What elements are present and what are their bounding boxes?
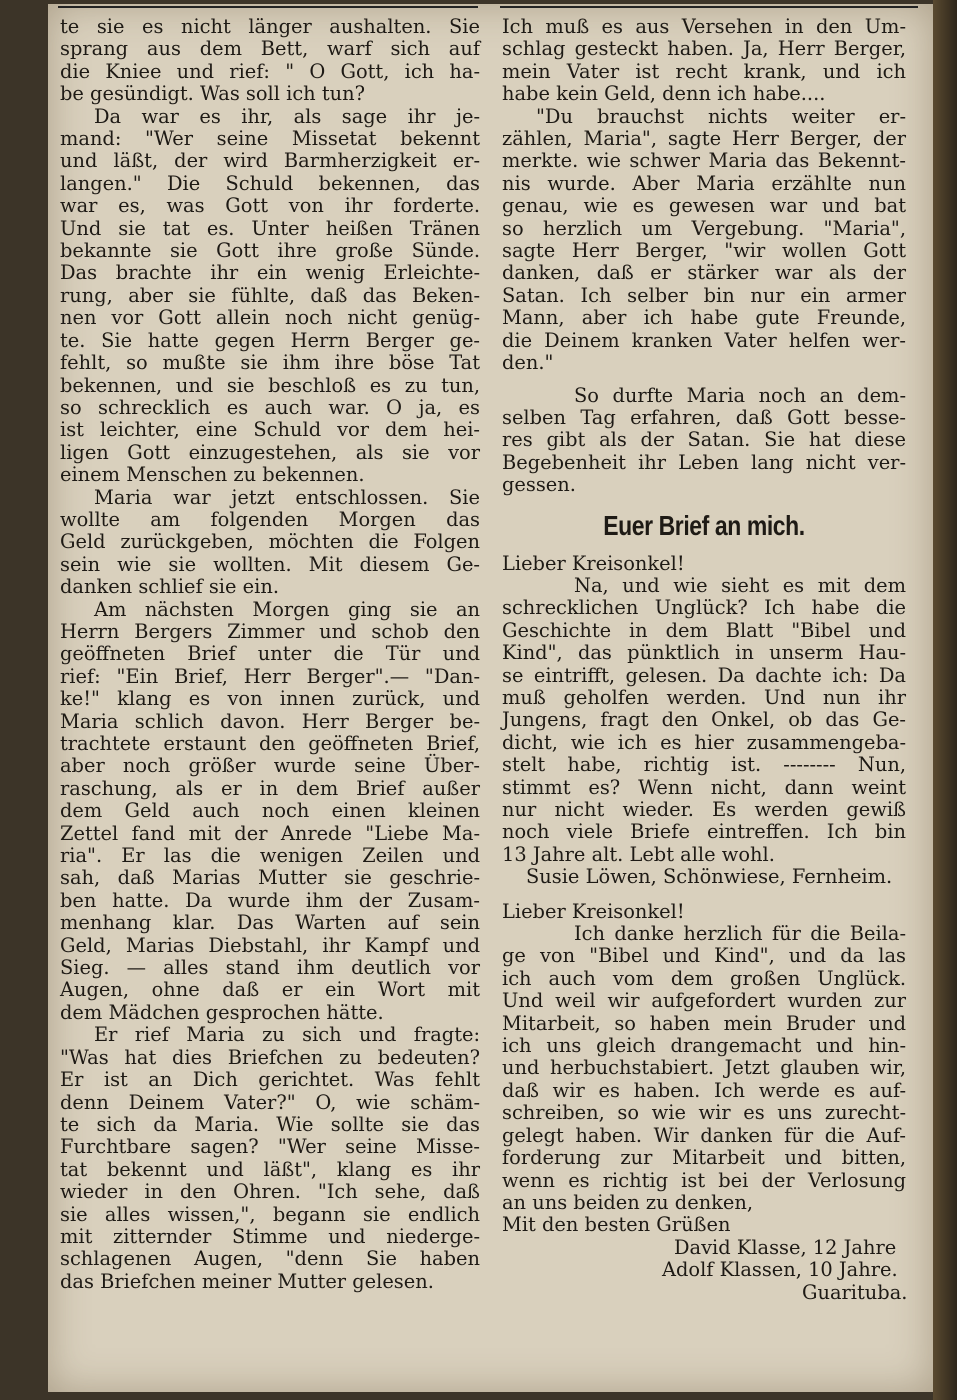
text-line: muß geholfen werden. Und nun ihr [502,685,906,709]
text-line: wenn es richtig ist bei der Verlosung [502,1168,906,1192]
text-line: die Deinem kranken Vater helfen wer- [502,328,906,352]
text-line: sein wie sie wollten. Mit diesem Ge- [60,552,480,576]
text-line: te. Sie hatte gegen Herrn Berger ge- [60,328,480,352]
text-line: den." [502,351,554,375]
top-rule-right [500,6,918,8]
text-line: sagte Herr Berger, "wir wollen Gott [502,239,906,263]
text-line: Er rief Maria zu sich und fragte: [94,1023,480,1047]
text-line: denn Deinem Vater?" O, wie schäm- [60,1090,480,1114]
text-line: dicht, wie ich es hier zusammengeba- [502,730,906,754]
text-line: so schrecklich es auch war. O ja, es [60,395,480,419]
letter-signature: David Klasse, 12 Jahre [674,1235,897,1259]
text-line: Ich muß es aus Versehen in den Um- [502,15,906,38]
text-line: Kind", das pünktlich in unserm Hau- [502,641,906,665]
text-line: und läßt, der wird Barmherzigkeit er- [60,149,480,173]
text-line: ligen Gott einzugestehen, als sie vor [60,440,480,464]
text-line: Maria war jetzt entschlossen. Sie [94,485,480,509]
text-line: Geschichte in dem Blatt "Bibel und [502,618,906,642]
text-line: se eintrifft, gelesen. Da dachte ich: Da [502,663,906,687]
text-line: raschung, als er in dem Brief außer [60,776,480,800]
text-line: an uns beiden zu denken, [502,1190,754,1214]
text-line: Mitarbeit, so haben mein Bruder und [502,1011,906,1035]
letter-closing: Mit den besten Grüßen [502,1213,731,1237]
text-line: aber noch größer wurde seine Über- [60,754,480,778]
text-line: Na, und wie sieht es mit dem [574,573,906,597]
letter-salutation: Lieber Kreisonkel! [502,551,685,575]
right-column [502,16,906,1304]
text-line: die Kniee und rief: " O Gott, ich ha- [60,59,480,83]
text-line: sprang aus dem Bett, warf sich auf [60,37,480,61]
text-line: Herrn Bergers Zimmer und schob den [60,619,480,643]
text-line: Jungens, fragt den Onkel, ob das Ge- [502,708,906,732]
text-line: habe kein Geld, denn ich habe.... [502,82,826,106]
text-line: forderung zur Mitarbeit und bitten, [502,1146,906,1170]
text-line: merkte. wie schwer Maria das Bekennt- [502,149,906,173]
text-line: danken schlief sie ein. [60,575,279,599]
text-line: te sie es nicht länger aushalten. Sie [60,15,480,38]
text-line: noch viele Briefe eintreffen. Ich bin [502,820,906,844]
text-line: sah, daß Marias Mutter sie geschrie- [60,866,480,890]
text-line: ben hatte. Da wurde ihm der Zusam- [60,888,480,912]
text-line: daß wir es haben. Ich werde es auf- [502,1078,906,1102]
text-line: war es, was Gott von ihr forderte. [60,194,480,218]
text-line: gelegt haben. Wir danken für die Auf- [502,1123,906,1147]
text-line: Maria schlich davon. Herr Berger be- [60,709,480,733]
letter-place: Guarituba. [802,1280,908,1304]
text-line: schreiben, so wie wir es uns zurecht- [502,1101,906,1125]
text-line: ich auch vom dem großen Unglück. [502,966,906,990]
letter-signature: Susie Löwen, Schönwiese, Fernheim. [526,865,893,889]
text-line: stimmt es? Wenn nicht, dann weint [502,775,906,799]
text-line: ge von "Bibel und Kind", und da las [502,944,906,968]
text-line: Das brachte ihr ein wenig Erleichte- [60,261,480,285]
text-line: bekennen, und sie beschloß es zu tun, [60,373,480,397]
text-line: tat bekennt und läßt", klang es ihr [60,1157,480,1181]
text-line: "Du brauchst nichts weiter er- [536,104,906,128]
text-line: fehlt, so mußte sie ihm ihre böse Tat [60,351,480,375]
text-line: genau, wie es gewesen war und bat [502,194,906,218]
text-line: Am nächsten Morgen ging sie an [94,597,480,621]
left-column [60,16,480,1293]
text-line: nur nicht wieder. Es werden gewiß [502,798,906,821]
text-line: stelt habe, richtig ist. -------- Nun, [502,753,906,777]
text-line: Da war es ihr, als sage ihr je- [94,104,480,128]
text-line: das Briefchen meiner Mutter gelesen. [60,1269,434,1293]
text-line: Augen, ohne daß er ein Wort mit [60,978,480,1002]
section-heading: Euer Brief an mich. [603,509,805,541]
text-line: langen." Die Schuld bekennen, das [60,171,480,195]
text-line: und herbuchstabiert. Jetzt glauben wir, [502,1056,906,1080]
text-line: wieder in den Ohren. "Ich sehe, daß [60,1180,480,1204]
text-line: zählen, Maria", sagte Herr Berger, der [502,127,906,151]
letter-signature: Adolf Klassen, 10 Jahre. [662,1258,898,1282]
text-line: Satan. Ich selber bin nur ein armer [502,283,906,307]
text-line: mein Vater ist recht krank, und ich [502,59,906,83]
paragraph-gap [502,375,906,385]
text-line: Er ist an Dich gerichtet. Was fehlt [60,1068,480,1092]
text-line: Sieg. — alles stand ihm deutlich vor [60,956,480,980]
text-line: Geld, Marias Diebstahl, ihr Kampf und [60,933,480,957]
text-line: Geld zurückgeben, möchten die Folgen [60,530,480,554]
text-line: trachtete erstaunt den geöffneten Brief, [60,732,480,755]
text-line: geöffneten Brief unter die Tür und [60,642,480,666]
text-line: danken, daß er stärker war als der [502,261,906,285]
text-line: 13 Jahre alt. Lebt alle wohl. [502,842,775,866]
text-line: ich uns gleich drangemacht und hin- [502,1034,906,1058]
text-line: rief: "Ein Brief, Herr Berger".— "Dan- [60,664,480,688]
top-rule-left [58,6,478,8]
letter-salutation: Lieber Kreisonkel! [502,899,685,923]
text-line: sie alles wissen,", begann sie endlich [60,1202,480,1226]
text-line: selben Tag erfahren, daß Gott besse- [502,405,906,429]
text-line: ria". Er las die wenigen Zeilen und [60,844,480,868]
text-line: mand: "Wer seine Missetat bekennt [60,127,480,151]
text-line: so herzlich um Vergebung. "Maria", [502,216,906,240]
text-line: menhang klar. Das Warten auf sein [60,911,480,935]
text-line: Ich danke herzlich für die Beila- [574,922,906,946]
text-line: schlagenen Augen, "denn Sie haben [60,1247,480,1271]
text-line: Furchtbare sagen? "Wer seine Misse- [60,1135,480,1159]
text-line: te sich da Maria. Wie sollte sie das [60,1112,480,1136]
text-line: dem Mädchen gesprochen hätte. [60,1000,384,1024]
text-line: ke!" klang es von innen zurück, und [60,687,480,711]
paragraph-gap [502,889,906,901]
text-line: gessen. [502,473,576,497]
text-line: nen vor Gott allein noch nicht genüg- [60,306,480,330]
text-line: rung, aber sie fühlte, daß das Beken- [60,283,480,307]
text-line: dem Geld auch noch einen kleinen [60,799,480,823]
text-line: bekannte sie Gott ihre große Sünde. [60,239,480,263]
text-line: einem Menschen zu bekennen. [60,463,365,487]
text-line: res gibt als der Satan. Sie hat diese [502,428,906,452]
text-line: Begebenheit ihr Leben lang nicht ver- [502,450,906,474]
text-line: schrecklichen Unglück? Ich habe die [502,596,906,620]
text-line: be gesündigt. Was soll ich tun? [60,82,366,106]
text-line: Zettel fand mit der Anrede "Liebe Ma- [60,821,480,845]
text-line: "Was hat dies Briefchen zu bedeuten? [60,1045,480,1069]
page-edge [933,0,957,1400]
text-line: So durfte Maria noch an dem- [574,383,906,407]
text-line: schlag gesteckt haben. Ja, Herr Berger, [502,37,906,61]
text-line: Und weil wir aufgefordert wurden zur [502,989,906,1013]
text-line: Und sie tat es. Unter heißen Tränen [60,216,480,240]
text-line: Mann, aber ich habe gute Freunde, [502,306,906,330]
text-line: mit zitternder Stimme und niederge- [60,1224,480,1248]
text-line: wollte am folgenden Morgen das [60,507,480,531]
text-line: ist leichter, eine Schuld vor dem hei- [60,418,480,442]
text-line: nis wurde. Aber Maria erzählte nun [502,171,906,195]
